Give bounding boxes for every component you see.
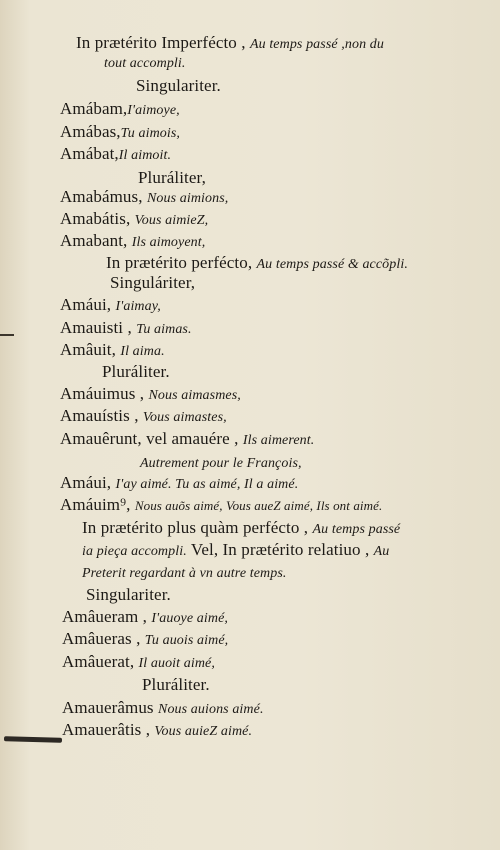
latin-text: In prætérito perfécto, [106, 253, 253, 272]
french-text: Autrement pour le François, [140, 456, 302, 471]
latin-text: Amâueras , [62, 629, 141, 648]
text-line [60, 295, 161, 317]
french-text: ia pieça accompli. [82, 544, 187, 559]
section-heading [102, 362, 170, 382]
text-line [60, 429, 314, 451]
french-text: Au temps passé [312, 522, 401, 537]
french-text: Il auoit aimé, [138, 656, 215, 671]
french-text: Au temps passé ,non du [249, 37, 384, 52]
french-text: Il aima. [120, 344, 165, 359]
latin-text: Amauerâtis , [62, 720, 151, 739]
latin-text: Amauístis , [60, 406, 139, 425]
latin-text: Amâuerat, [62, 652, 135, 671]
latin-text: Singuláriter, [110, 273, 196, 292]
text-line [62, 720, 252, 742]
text-line [82, 562, 287, 584]
section-heading [110, 273, 195, 293]
margin-mark [0, 334, 14, 336]
french-text: Au [373, 544, 390, 559]
french-text: Vous aimastes, [142, 410, 227, 425]
french-text: I'aimoye, [127, 103, 180, 118]
latin-text: Pluráliter. [142, 675, 210, 694]
text-line [62, 698, 264, 720]
text-line [60, 384, 241, 406]
text-line [60, 318, 192, 340]
section-heading [138, 168, 206, 188]
french-text: Nous aimions, [146, 191, 229, 206]
text-line [62, 652, 215, 674]
text-line [60, 495, 382, 516]
latin-text: Amauêrunt, vel amauére , [60, 429, 239, 448]
french-text: Tu auois aimé, [144, 633, 229, 648]
section-heading [136, 76, 221, 96]
text-line [60, 122, 180, 144]
french-text: I'auoye aimé, [151, 611, 228, 626]
latin-text: Amábas, [60, 122, 121, 141]
latin-text: Singulariter. [86, 585, 171, 604]
french-text: Ils aimoyent, [131, 235, 206, 250]
french-text: Au temps passé & accõpli. [256, 257, 408, 272]
latin-text: Vel, In prætérito relatiuo , [190, 540, 370, 559]
text-line [60, 209, 208, 231]
french-text: Nous auions aimé. [158, 702, 264, 717]
french-text: Preterit regardant à vn autre temps. [82, 566, 287, 581]
latin-text: Singulariter. [136, 76, 221, 95]
ink-smudge [4, 736, 62, 743]
latin-text: Amáui, [60, 473, 112, 492]
text-line [60, 406, 227, 428]
text-line [106, 253, 408, 275]
french-text: Vous aimieZ, [134, 213, 209, 228]
latin-text: Amauisti , [60, 318, 132, 337]
french-text: Vous auieZ aimé. [154, 724, 253, 739]
text-line [60, 340, 165, 362]
latin-text: In prætérito Imperfécto , [76, 33, 246, 52]
text-line [82, 540, 389, 562]
french-text: Nous aimasmes, [148, 388, 241, 403]
latin-text: Amabátis, [60, 209, 131, 228]
text-line [104, 52, 186, 74]
latin-text: Pluráliter. [102, 362, 170, 381]
latin-text: Amábat, [60, 144, 119, 163]
french-text: tout accompli. [104, 56, 186, 71]
text-line [60, 99, 180, 121]
latin-text: Amauerâmus [62, 698, 154, 717]
french-text: Tu aimois, [120, 126, 181, 141]
latin-text: Amabámus, [60, 187, 143, 206]
latin-text: Amábam, [60, 99, 128, 118]
text-line [60, 187, 228, 209]
latin-text: Amâuit, [60, 340, 116, 359]
latin-text: Pluráliter, [138, 168, 206, 187]
latin-text: Amáuimus , [60, 384, 145, 403]
french-text: Tu aimas. [136, 322, 192, 337]
french-text: Il aimoit. [118, 148, 172, 163]
latin-text: Amáui, [60, 295, 112, 314]
latin-text: Amabant, [60, 231, 128, 250]
latin-text: Amáuim⁹, [60, 495, 131, 514]
french-text: I'aimay, [115, 299, 161, 314]
text-line [62, 607, 228, 629]
text-line [60, 473, 298, 495]
section-heading [86, 585, 171, 605]
text-line [82, 518, 400, 540]
french-text: I'ay aimé. Tu as aimé, Il a aimé. [115, 477, 299, 492]
french-text: Nous auõs aimé, Vous aueZ aimé, Ils ont aimé. [134, 498, 383, 513]
french-text: Ils aimerent. [242, 433, 315, 448]
latin-text: In prætérito plus quàm perfécto , [82, 518, 309, 537]
text-line [60, 231, 205, 253]
section-heading [142, 675, 210, 695]
text-line [60, 144, 171, 166]
text-line [62, 629, 228, 651]
text-line [140, 452, 302, 474]
latin-text: Amâueram , [62, 607, 148, 626]
